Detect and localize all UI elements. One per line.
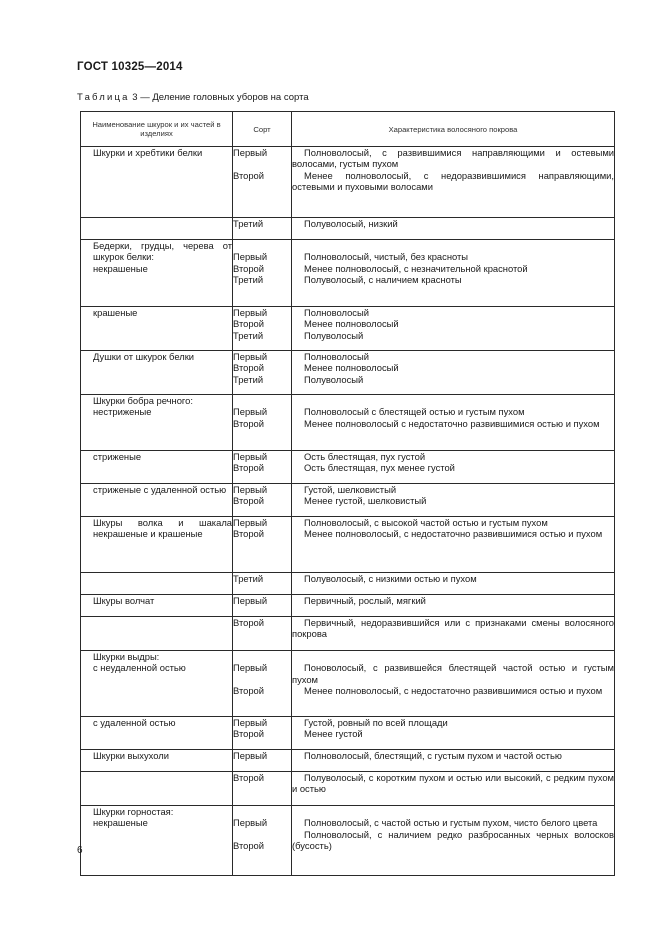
description-text: Менее полноволосый bbox=[304, 362, 399, 374]
description-text: Полноволосый, с наличием редко разбросанных черных волосков (бусость) bbox=[292, 828, 614, 852]
sort-value: Первый bbox=[233, 750, 268, 761]
description-text: Менее полноволосый, с недостаточно развившимися остью и пухом bbox=[304, 685, 603, 697]
sort-value: Первый bbox=[233, 484, 268, 495]
cell-description bbox=[292, 218, 615, 240]
description-text: Менее полноволосый, с недостаточно развившимися остью и пухом bbox=[304, 528, 603, 540]
name-line: Шкурки и хребтики белки bbox=[93, 147, 203, 158]
description-text: Полуволосый, низкий bbox=[304, 218, 398, 229]
description-text: Полноволосый, блестящий, с густым пухом и частой остью bbox=[304, 750, 562, 761]
cell-name bbox=[81, 351, 233, 395]
table-row bbox=[81, 484, 615, 517]
spacer bbox=[233, 395, 291, 406]
description-text: Полуволосый, с коротким пухом и остью или высокий, с редким пухом и остью bbox=[292, 772, 614, 795]
cell-description bbox=[292, 451, 615, 484]
sort-value bbox=[233, 829, 291, 840]
description-text: Первичный, недоразвившийся или с признаками смены волосяного покрова bbox=[292, 617, 614, 640]
table-row bbox=[81, 147, 615, 218]
table-row bbox=[81, 750, 615, 772]
spacer bbox=[233, 651, 291, 662]
cell-sort bbox=[233, 240, 292, 307]
cell-sort bbox=[233, 772, 292, 806]
sort-value: Первый bbox=[233, 662, 268, 674]
caption-number: 3 bbox=[132, 92, 138, 103]
cell-name bbox=[81, 240, 233, 307]
sort-value: Второй bbox=[233, 417, 265, 429]
cell-description bbox=[292, 395, 615, 451]
cell-sort bbox=[233, 147, 292, 218]
cell-sort bbox=[233, 651, 292, 717]
table-row bbox=[81, 772, 615, 806]
name-line: крашеные bbox=[93, 307, 138, 318]
column-header-desc: Характеристика волосяного покрова bbox=[292, 112, 615, 147]
sort-value: Первый bbox=[233, 147, 268, 158]
cell-description bbox=[292, 717, 615, 750]
cell-name bbox=[81, 451, 233, 484]
cell-description bbox=[292, 772, 615, 806]
description-text: Полноволосый, с частой остью и густым пухом, чисто белого цвета bbox=[304, 817, 598, 829]
description-text: Густой, шелковистый bbox=[304, 484, 397, 495]
spacer bbox=[233, 806, 291, 817]
description-text: Ость блестящая, пух густой bbox=[304, 451, 426, 462]
sort-value bbox=[233, 158, 291, 169]
sort-value: Второй bbox=[233, 169, 265, 181]
spacer bbox=[233, 240, 291, 251]
name-line: Шкурки выдры: bbox=[93, 651, 160, 662]
name-line: Шкурки выхухоли bbox=[93, 750, 169, 761]
spacer bbox=[292, 395, 614, 406]
cell-sort bbox=[233, 573, 292, 595]
name-line: стриженые bbox=[93, 451, 142, 462]
cell-description bbox=[292, 651, 615, 717]
cell-sort bbox=[233, 307, 292, 351]
page-number: 6 bbox=[77, 845, 83, 856]
spacer bbox=[292, 240, 614, 251]
cell-name bbox=[81, 307, 233, 351]
description-text: Полноволосый, с высокой частой остью и густым пухом bbox=[304, 517, 548, 528]
table-row bbox=[81, 651, 615, 717]
name-line: с неудаленной остью bbox=[93, 662, 186, 674]
name-line: Шкуры волчат bbox=[93, 595, 155, 606]
table-header-row bbox=[81, 112, 615, 147]
description-text: Менее полноволосый, с незначительной краснотой bbox=[304, 262, 528, 274]
cell-description bbox=[292, 517, 615, 573]
name-line: Шкуры волка и шакала некрашеные и крашеные bbox=[93, 517, 232, 540]
sort-value: Первый bbox=[233, 307, 268, 318]
description-text: Ость блестящая, пух менее густой bbox=[304, 462, 455, 474]
sort-value: Третий bbox=[233, 373, 264, 385]
sort-value: Первый bbox=[233, 595, 268, 606]
column-header-name: Наименование шкурок и их частей в изделиях bbox=[81, 112, 233, 147]
sort-value: Второй bbox=[233, 362, 265, 374]
table-row bbox=[81, 351, 615, 395]
table-row bbox=[81, 617, 615, 651]
sort-value: Второй bbox=[233, 262, 265, 274]
spacer bbox=[292, 651, 614, 662]
sort-value: Третий bbox=[233, 329, 264, 341]
cell-name bbox=[81, 617, 233, 651]
sort-value: Второй bbox=[233, 840, 265, 852]
table-row bbox=[81, 240, 615, 307]
table-row bbox=[81, 595, 615, 617]
caption-label: Таблица bbox=[77, 92, 130, 103]
table-row bbox=[81, 573, 615, 595]
cell-description bbox=[292, 806, 615, 876]
name-line: Шкурки бобра речного: bbox=[93, 395, 193, 406]
sort-value bbox=[233, 674, 291, 685]
cell-name bbox=[81, 806, 233, 876]
cell-name bbox=[81, 147, 233, 218]
cell-name bbox=[81, 717, 233, 750]
table-row bbox=[81, 517, 615, 573]
sort-value: Второй bbox=[233, 772, 265, 783]
cell-description bbox=[292, 595, 615, 617]
cell-sort bbox=[233, 806, 292, 876]
cell-sort bbox=[233, 351, 292, 395]
description-text: Менее полноволосый с недостаточно развившимися остью и пухом bbox=[304, 417, 600, 429]
description-text: Густой, ровный по всей площади bbox=[304, 717, 448, 728]
description-text: Полноволосый с блестящей остью и густым пухом bbox=[304, 406, 525, 418]
table-row bbox=[81, 806, 615, 876]
sort-value: Первый bbox=[233, 451, 268, 462]
spacer bbox=[292, 806, 614, 817]
cell-description bbox=[292, 240, 615, 307]
sort-value: Второй bbox=[233, 685, 265, 697]
cell-name bbox=[81, 595, 233, 617]
cell-sort bbox=[233, 717, 292, 750]
cell-sort bbox=[233, 595, 292, 617]
name-line: с удаленной остью bbox=[93, 717, 176, 728]
description-text: Полноволосый bbox=[304, 351, 369, 362]
cell-description bbox=[292, 147, 615, 218]
description-text: Полуволосый, с наличием красноты bbox=[304, 274, 462, 286]
description-text: Менее полноволосый bbox=[304, 318, 399, 330]
cell-description bbox=[292, 484, 615, 517]
cell-sort bbox=[233, 395, 292, 451]
name-line: Бедерки, грудцы, черева от шкурок белки: bbox=[93, 240, 232, 263]
description-text: Поноволосый, с развившейся блестящей частой остью и густым пухом bbox=[292, 662, 614, 685]
description-text: Менее полноволосый, с недоразвившимися направляющими, остевыми и пуховыми волосами bbox=[292, 169, 614, 193]
name-line: некрашеные bbox=[93, 262, 148, 274]
sort-value: Третий bbox=[233, 218, 264, 229]
description-text: Полуволосый, с низкими остью и пухом bbox=[304, 573, 477, 584]
table-row bbox=[81, 218, 615, 240]
description-text: Полуволосый bbox=[304, 373, 364, 385]
cell-sort bbox=[233, 617, 292, 651]
description-text: Полноволосый bbox=[304, 307, 369, 318]
sort-value: Третий bbox=[233, 573, 264, 584]
table-row bbox=[81, 451, 615, 484]
cell-sort bbox=[233, 218, 292, 240]
name-line: некрашеные bbox=[93, 817, 148, 829]
name-line: Шкурки горностая: bbox=[93, 806, 174, 817]
sort-value: Первый bbox=[233, 251, 268, 263]
sort-value: Второй bbox=[233, 617, 265, 628]
name-line: нестриженые bbox=[93, 406, 152, 418]
grading-table bbox=[80, 111, 615, 876]
table-row bbox=[81, 717, 615, 750]
cell-sort bbox=[233, 451, 292, 484]
sort-value: Первый bbox=[233, 717, 268, 728]
cell-description bbox=[292, 307, 615, 351]
description-text: Полуволосый bbox=[304, 329, 364, 341]
cell-name bbox=[81, 517, 233, 573]
cell-description bbox=[292, 573, 615, 595]
sort-value: Третий bbox=[233, 274, 264, 286]
caption-text: — Деление головных уборов на сорта bbox=[137, 92, 309, 103]
description-text: Менее густой, шелковистый bbox=[304, 495, 427, 507]
description-text: Полноволосый, чистый, без красноты bbox=[304, 251, 469, 263]
cell-sort bbox=[233, 750, 292, 772]
sort-value: Второй bbox=[233, 528, 265, 540]
description-text: Менее густой bbox=[304, 728, 363, 740]
description-text: Полноволосый, с развившимися направляющими и остевыми волосами, густым пухом bbox=[292, 147, 614, 170]
cell-name bbox=[81, 573, 233, 595]
table-caption bbox=[77, 92, 309, 103]
cell-name bbox=[81, 651, 233, 717]
cell-description bbox=[292, 617, 615, 651]
sort-value: Второй bbox=[233, 495, 265, 507]
sort-value: Второй bbox=[233, 728, 265, 740]
description-text: Первичный, рослый, мягкий bbox=[304, 595, 426, 606]
cell-name bbox=[81, 218, 233, 240]
table-row bbox=[81, 307, 615, 351]
sort-value: Первый bbox=[233, 517, 268, 528]
sort-value: Второй bbox=[233, 462, 265, 474]
name-line: Душки от шкурок белки bbox=[93, 351, 195, 362]
sort-value: Первый bbox=[233, 817, 268, 829]
cell-name bbox=[81, 484, 233, 517]
document-title: ГОСТ 10325—2014 bbox=[77, 61, 183, 73]
sort-value: Первый bbox=[233, 406, 268, 418]
sort-value: Первый bbox=[233, 351, 268, 362]
name-line: стриженые с удаленной остью bbox=[93, 484, 227, 495]
table-row bbox=[81, 395, 615, 451]
cell-description bbox=[292, 351, 615, 395]
cell-sort bbox=[233, 484, 292, 517]
cell-name bbox=[81, 395, 233, 451]
cell-description bbox=[292, 750, 615, 772]
cell-name bbox=[81, 772, 233, 806]
cell-name bbox=[81, 750, 233, 772]
cell-sort bbox=[233, 517, 292, 573]
sort-value: Второй bbox=[233, 318, 265, 330]
column-header-sort: Сорт bbox=[233, 112, 292, 147]
